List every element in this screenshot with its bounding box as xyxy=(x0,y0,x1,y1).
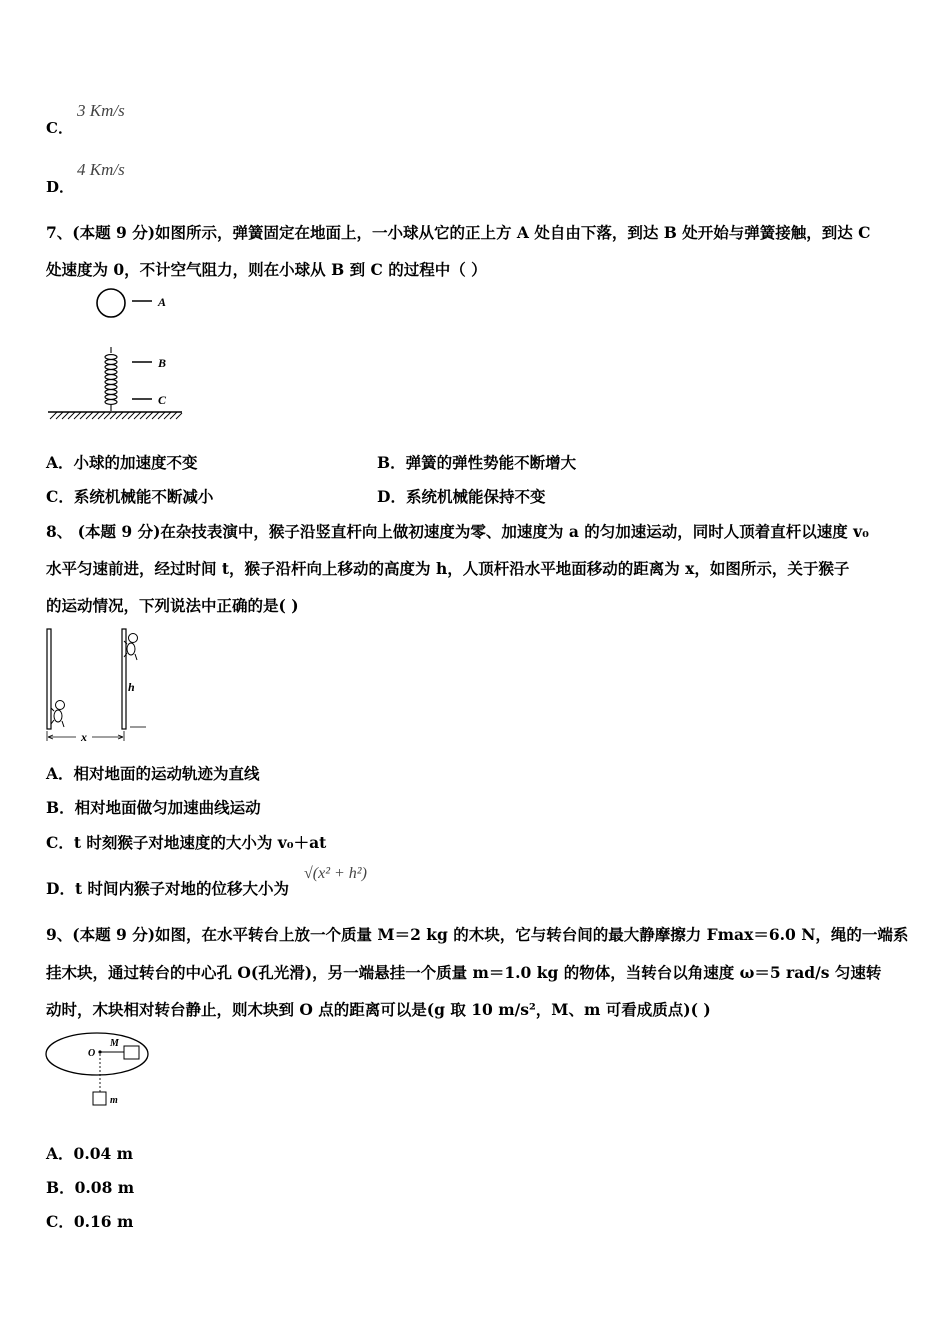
q9-option-c[interactable] xyxy=(46,1210,133,1232)
block-small-m-shape xyxy=(93,1092,106,1105)
option-label: C． xyxy=(46,1212,74,1231)
option-label: B． xyxy=(46,1178,75,1197)
option-label: B． xyxy=(377,453,406,472)
option-label: A． xyxy=(46,1144,74,1163)
pole-left-shape xyxy=(47,629,51,729)
label-x: x xyxy=(81,730,87,744)
q9-turntable-figure xyxy=(42,1030,162,1115)
option-text: t 时间内猴子对地的位移大小为 xyxy=(74,879,290,898)
q9-option-a[interactable] xyxy=(46,1142,133,1164)
q7-stem-line1: 7、(本题 9 分)如图所示，弹簧固定在地面上，一小球从它的正上方 A 处自由下落，到达 B 处开始与弹簧接触，到达 C xyxy=(46,223,871,242)
option-text: t 时刻猴子对地速度的大小为 v₀＋at xyxy=(73,833,327,852)
q7-option-b[interactable] xyxy=(377,451,576,473)
q9-stem-line2: 挂木块，通过转台的中心孔 O(孔光滑)，另一端悬挂一个质量 m＝1.0 kg 的物体，当转台以角速度 ω＝5 rad/s 匀速转 xyxy=(46,963,882,982)
monkey-left-icon xyxy=(51,701,65,728)
label-h: h xyxy=(128,680,135,694)
q9-option-b[interactable] xyxy=(46,1176,134,1198)
spring-shape xyxy=(105,347,117,411)
q7-option-c[interactable] xyxy=(46,485,213,507)
option-label: D． xyxy=(46,879,75,898)
block-m-shape xyxy=(124,1046,139,1059)
pole-right-shape xyxy=(122,629,126,729)
option-text: 0.04 m xyxy=(73,1144,134,1163)
option-label: D． xyxy=(377,487,406,506)
q7-stem-line2: 处速度为 0，不计空气阻力，则在小球从 B 到 C 的过程中（ ） xyxy=(46,260,487,279)
q8-option-a[interactable] xyxy=(46,762,260,784)
q9-stem-line3: 动时，木块相对转台静止，则木块到 O 点的距离可以是(g 取 10 m/s²，M、m 可看成质点)( ) xyxy=(46,1000,711,1019)
option-text: 系统机械能不断减小 xyxy=(73,487,214,506)
q8-stem-line1: 8、 (本题 9 分)在杂技表演中，猴子沿竖直杆向上做初速度为零、加速度为 a 的匀加速运动，同时人顶着直杆以速度 v₀ xyxy=(46,522,869,541)
q6-option-c-value: 3 Km/s xyxy=(77,101,125,120)
label-small-m: m xyxy=(110,1095,118,1106)
option-text: 相对地面的运动轨迹为直线 xyxy=(73,764,260,783)
option-label: B． xyxy=(46,798,75,817)
label-c: C xyxy=(158,393,167,407)
option-text: 弹簧的弹性势能不断增大 xyxy=(405,453,577,472)
q8-stem-line2: 水平匀速前进，经过时间 t，猴子沿杆向上移动的高度为 h，人顶杆沿水平地面移动的距离为 x，如图所示，关于猴子 xyxy=(46,559,850,578)
option-text: 系统机械能保持不变 xyxy=(405,487,546,506)
q7-spring-figure xyxy=(40,285,200,425)
option-text: 0.16 m xyxy=(73,1212,134,1231)
option-label: C． xyxy=(46,487,74,506)
option-text: 小球的加速度不变 xyxy=(73,453,198,472)
q6-option-d-value: 4 Km/s xyxy=(77,160,125,179)
label-a: A xyxy=(158,295,167,309)
ball-shape xyxy=(97,289,125,317)
label-o: O xyxy=(88,1048,96,1059)
option-text: 0.08 m xyxy=(74,1178,135,1197)
label-b: B xyxy=(158,356,167,370)
q8-option-c[interactable] xyxy=(46,831,326,853)
option-label: A． xyxy=(46,764,74,783)
turntable-shape xyxy=(46,1033,148,1075)
label-big-m: M xyxy=(110,1038,119,1049)
q7-option-d[interactable] xyxy=(377,485,545,507)
q6-option-c-label: C． xyxy=(46,119,73,137)
q8-stem-line3: 的运动情况，下列说法中正确的是( ) xyxy=(46,596,299,615)
q7-option-a[interactable] xyxy=(46,451,198,473)
q9-stem-line1: 9、(本题 9 分)如图，在水平转台上放一个质量 M＝2 kg 的木块，它与转台间的最大静摩擦力 Fmax＝6.0 N，绳的一端系 xyxy=(46,925,909,944)
option-label: C． xyxy=(46,833,74,852)
q8-option-d-formula: √(x² + h²) xyxy=(304,865,367,882)
q8-option-d[interactable] xyxy=(46,877,289,899)
q8-option-b[interactable] xyxy=(46,796,261,818)
option-text: 相对地面做匀加速曲线运动 xyxy=(74,798,261,817)
q6-option-d-label: D． xyxy=(46,178,75,196)
option-label: A． xyxy=(46,453,74,472)
q8-monkey-pole-figure xyxy=(40,625,160,745)
